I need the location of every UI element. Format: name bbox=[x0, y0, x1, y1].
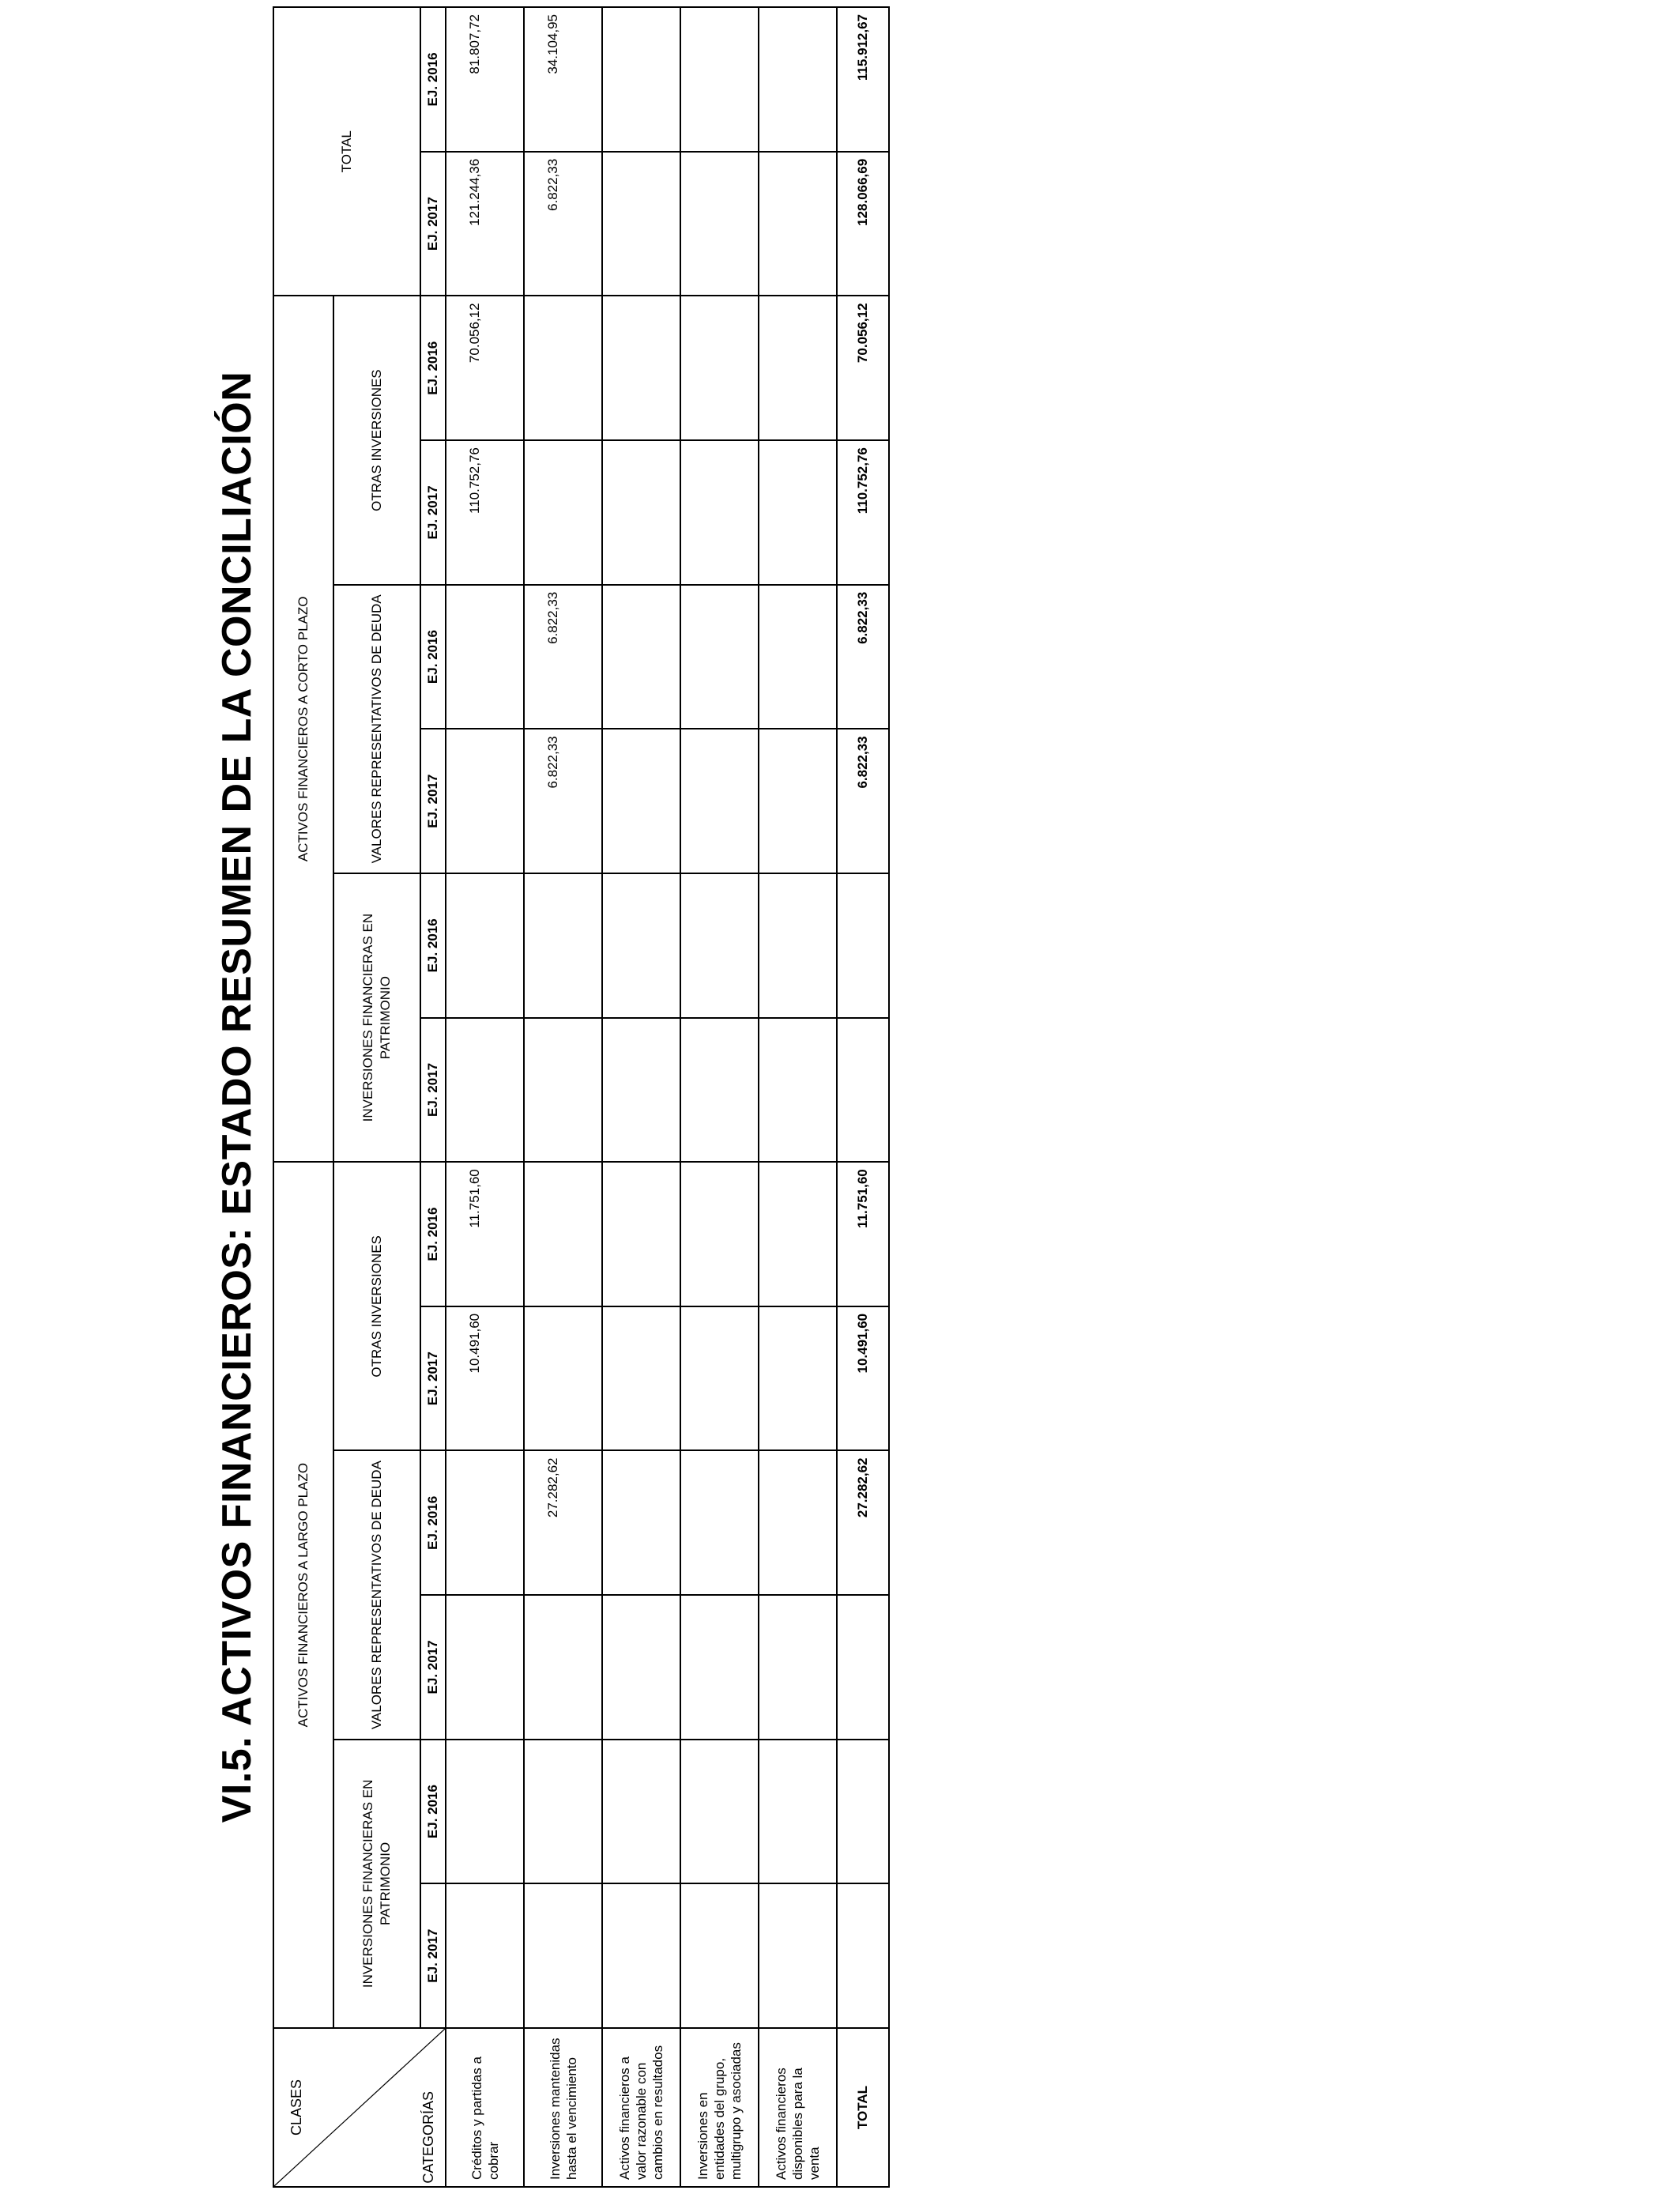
value-cell bbox=[446, 1018, 524, 1163]
value-cell bbox=[759, 1883, 837, 2028]
value-cell bbox=[759, 1018, 837, 1163]
value-cell bbox=[602, 1451, 680, 1596]
total-cell: 6.822,33 bbox=[837, 729, 889, 873]
value-cell: 6.822,33 bbox=[524, 585, 602, 729]
year-header: EJ. 2017 bbox=[420, 152, 446, 296]
cp-patrimonio-header: INVERSIONES FINANCIERAS EN PATRIMONIO bbox=[333, 873, 420, 1162]
value-cell bbox=[680, 585, 759, 729]
value-cell bbox=[680, 729, 759, 873]
total-cell: 128.066,69 bbox=[837, 152, 889, 296]
value-cell bbox=[602, 1883, 680, 2028]
category-cell: Activos financieros a valor razonable con cambios en resultados bbox=[602, 2028, 680, 2187]
total-cell: 11.751,60 bbox=[837, 1162, 889, 1306]
value-cell bbox=[524, 296, 602, 440]
value-cell bbox=[759, 729, 837, 873]
value-cell: 81.807,72 bbox=[446, 7, 524, 152]
total-cell bbox=[837, 1018, 889, 1163]
value-cell bbox=[680, 1451, 759, 1596]
value-cell bbox=[524, 1883, 602, 2028]
total-cell: 6.822,33 bbox=[837, 585, 889, 729]
year-header: EJ. 2016 bbox=[420, 1451, 446, 1596]
category-cell: Créditos y partidas a cobrar bbox=[446, 2028, 524, 2187]
value-cell bbox=[680, 1740, 759, 1884]
value-cell bbox=[680, 873, 759, 1018]
value-cell: 6.822,33 bbox=[524, 729, 602, 873]
value-cell bbox=[446, 585, 524, 729]
value-cell bbox=[759, 440, 837, 585]
clases-label: CLASES bbox=[288, 2079, 304, 2136]
value-cell bbox=[446, 1740, 524, 1884]
value-cell: 6.822,33 bbox=[524, 152, 602, 296]
value-cell bbox=[602, 873, 680, 1018]
value-cell bbox=[759, 1162, 837, 1306]
value-cell bbox=[680, 1306, 759, 1451]
value-cell bbox=[524, 1018, 602, 1163]
value-cell: 121.244,36 bbox=[446, 152, 524, 296]
value-cell bbox=[446, 1451, 524, 1596]
value-cell bbox=[602, 1018, 680, 1163]
value-cell: 11.751,60 bbox=[446, 1162, 524, 1306]
value-cell: 10.491,60 bbox=[446, 1306, 524, 1451]
value-cell bbox=[680, 296, 759, 440]
lp-patrimonio-header: INVERSIONES FINANCIERAS EN PATRIMONIO bbox=[333, 1740, 420, 2028]
value-cell bbox=[602, 729, 680, 873]
value-cell bbox=[524, 1595, 602, 1740]
total-cell bbox=[837, 1740, 889, 1884]
value-cell bbox=[524, 1306, 602, 1451]
value-cell bbox=[446, 1883, 524, 2028]
total-header: TOTAL bbox=[273, 7, 420, 296]
year-header: EJ. 2017 bbox=[420, 1883, 446, 2028]
year-header: EJ. 2016 bbox=[420, 296, 446, 440]
value-cell bbox=[759, 873, 837, 1018]
value-cell bbox=[680, 440, 759, 585]
value-cell bbox=[759, 7, 837, 152]
value-cell bbox=[680, 152, 759, 296]
value-cell bbox=[759, 152, 837, 296]
value-cell bbox=[759, 1306, 837, 1451]
lp-otras-header: OTRAS INVERSIONES bbox=[333, 1162, 420, 1450]
value-cell bbox=[602, 296, 680, 440]
value-cell bbox=[602, 585, 680, 729]
year-header: EJ. 2017 bbox=[420, 1018, 446, 1163]
total-cell: 110.752,76 bbox=[837, 440, 889, 585]
value-cell bbox=[602, 152, 680, 296]
value-cell bbox=[759, 1595, 837, 1740]
year-header: EJ. 2016 bbox=[420, 873, 446, 1018]
category-cell: Inversiones mantenidas hasta el vencimiento bbox=[524, 2028, 602, 2187]
year-header: EJ. 2017 bbox=[420, 729, 446, 873]
total-cell: 27.282,62 bbox=[837, 1451, 889, 1596]
categorias-label: CATEGORÍAS bbox=[420, 2090, 436, 2184]
category-cell: Activos financieros disponibles para la venta bbox=[759, 2028, 837, 2187]
value-cell bbox=[680, 1162, 759, 1306]
value-cell bbox=[602, 1306, 680, 1451]
total-cell bbox=[837, 873, 889, 1018]
year-header: EJ. 2017 bbox=[420, 1595, 446, 1740]
corto-plazo-header: ACTIVOS FINANCIEROS A CORTO PLAZO bbox=[273, 296, 333, 1162]
value-cell bbox=[446, 873, 524, 1018]
value-cell bbox=[446, 729, 524, 873]
value-cell bbox=[524, 1162, 602, 1306]
header-corner bbox=[273, 2028, 446, 2187]
total-row bbox=[837, 7, 889, 2187]
total-cell bbox=[837, 1595, 889, 1740]
table-row bbox=[759, 7, 837, 2187]
total-cell: 10.491,60 bbox=[837, 1306, 889, 1451]
value-cell bbox=[524, 440, 602, 585]
table-row bbox=[524, 7, 602, 2187]
total-cell: 115.912,67 bbox=[837, 7, 889, 152]
value-cell bbox=[759, 1451, 837, 1596]
total-label: TOTAL bbox=[837, 2028, 889, 2187]
value-cell bbox=[602, 440, 680, 585]
value-cell: 27.282,62 bbox=[524, 1451, 602, 1596]
cp-otras-header: OTRAS INVERSIONES bbox=[333, 296, 420, 584]
value-cell bbox=[446, 1595, 524, 1740]
table-body bbox=[446, 7, 889, 2187]
table-row bbox=[602, 7, 680, 2187]
lp-deuda-header: VALORES REPRESENTATIVOS DE DEUDA bbox=[333, 1451, 420, 1740]
value-cell bbox=[524, 873, 602, 1018]
value-cell bbox=[602, 1595, 680, 1740]
year-header: EJ. 2016 bbox=[420, 1740, 446, 1884]
total-cell: 70.056,12 bbox=[837, 296, 889, 440]
year-header: EJ. 2016 bbox=[420, 585, 446, 729]
value-cell: 110.752,76 bbox=[446, 440, 524, 585]
value-cell bbox=[680, 1018, 759, 1163]
year-header: EJ. 2017 bbox=[420, 440, 446, 585]
year-header: EJ. 2016 bbox=[420, 7, 446, 152]
total-cell bbox=[837, 1883, 889, 2028]
value-cell bbox=[602, 7, 680, 152]
value-cell: 70.056,12 bbox=[446, 296, 524, 440]
value-cell bbox=[602, 1162, 680, 1306]
year-header: EJ. 2016 bbox=[420, 1162, 446, 1306]
cp-deuda-header: VALORES REPRESENTATIVOS DE DEUDA bbox=[333, 585, 420, 873]
value-cell bbox=[759, 1740, 837, 1884]
value-cell bbox=[680, 1883, 759, 2028]
year-header: EJ. 2017 bbox=[420, 1306, 446, 1451]
table-row bbox=[680, 7, 759, 2187]
page-title: VI.5. ACTIVOS FINANCIEROS: ESTADO RESUMEN DE LA CONCILIACIÓN bbox=[214, 371, 260, 1823]
value-cell bbox=[524, 1740, 602, 1884]
reconciliation-table bbox=[273, 6, 890, 2188]
value-cell bbox=[759, 585, 837, 729]
category-cell: Inversiones en entidades del grupo, multigrupo y asociadas bbox=[680, 2028, 759, 2187]
table-row bbox=[446, 7, 524, 2187]
value-cell bbox=[680, 1595, 759, 1740]
value-cell bbox=[759, 296, 837, 440]
largo-plazo-header: ACTIVOS FINANCIEROS A LARGO PLAZO bbox=[273, 1162, 333, 2028]
value-cell: 34.104,95 bbox=[524, 7, 602, 152]
value-cell bbox=[602, 1740, 680, 1884]
value-cell bbox=[680, 7, 759, 152]
